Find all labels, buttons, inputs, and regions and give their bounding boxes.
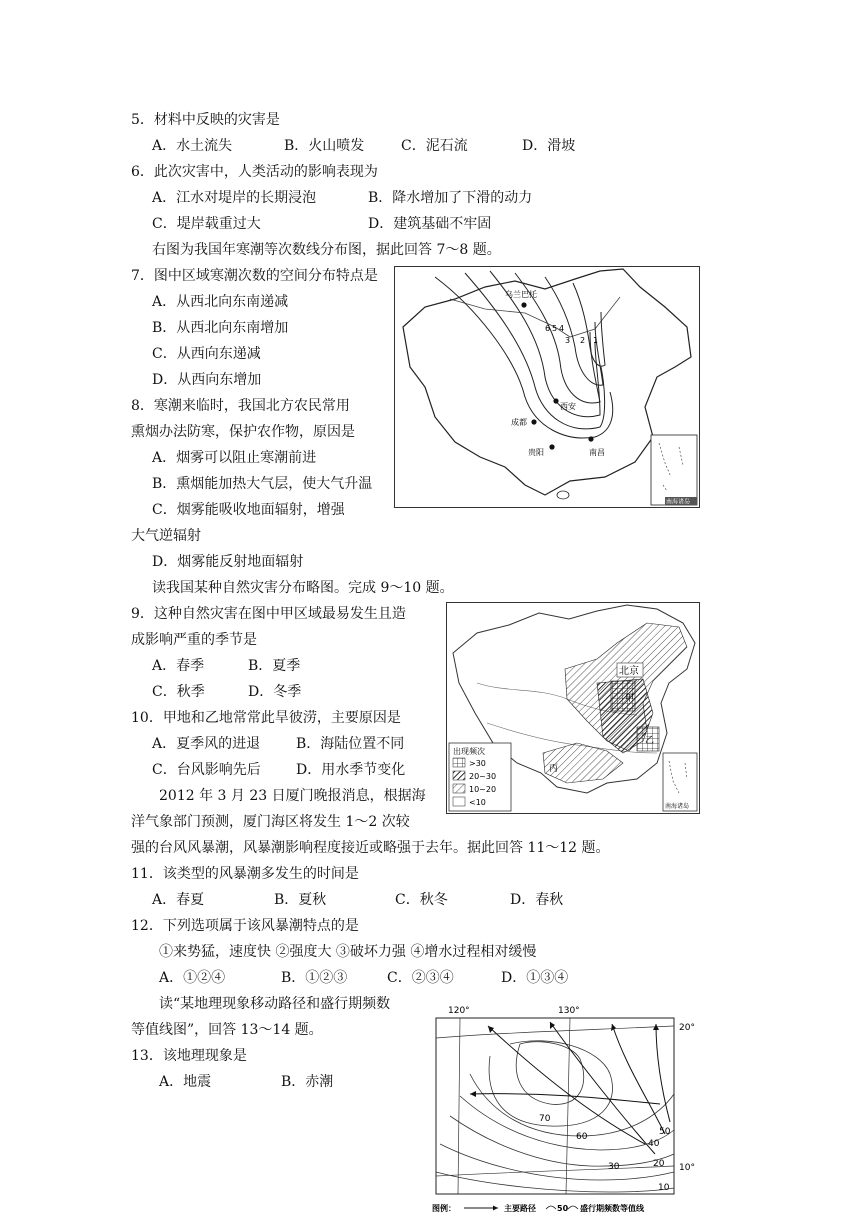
south-sea-inset <box>651 435 697 505</box>
legend-title: 出现频次 <box>453 747 485 756</box>
mongolia-border <box>450 297 620 337</box>
legend-path-arrow <box>493 1206 498 1211</box>
path-arrowheads <box>470 1022 659 1097</box>
isoline-label-6: 6 <box>545 324 551 333</box>
legend-swatch-over-30 <box>453 758 465 767</box>
arrow-west <box>470 1091 476 1097</box>
q10-option-d[interactable]: D．用水季节变化 <box>296 762 406 778</box>
chengdu-label: 成都 <box>511 418 527 427</box>
chengdu-dot <box>531 419 536 424</box>
question-9-cont: 成影响严重的季节是 <box>131 632 257 648</box>
china-outline <box>403 269 691 495</box>
q8-option-d[interactable]: D．烟雾能反射地面辐射 <box>152 554 304 570</box>
question-10: 10．甲地和乙地常常此旱彼涝，主要原因是 <box>131 710 401 726</box>
ulaanbaatar-label: 乌兰巴托 <box>505 290 537 299</box>
q6-option-d[interactable]: D．建筑基础不牢固 <box>368 216 492 232</box>
guiyang-label: 贵阳 <box>528 448 544 457</box>
q9-option-c[interactable]: C．秋季 <box>152 684 205 700</box>
q10-option-b[interactable]: B．海陆位置不同 <box>296 736 405 752</box>
q6-option-c[interactable]: C．堤岸载重过大 <box>152 216 261 232</box>
legend-over-30: >30 <box>469 759 486 768</box>
contour-label-20: 20 <box>653 1159 665 1169</box>
q7-option-a[interactable]: A．从西北向东南递减 <box>152 294 289 310</box>
question-12-statements: ①来势猛，速度快 ②强度大 ③破坏力强 ④增水过程相对缓慢 <box>159 944 537 960</box>
q12-option-c[interactable]: C．②③④ <box>387 970 454 986</box>
q5-option-c[interactable]: C．泥石流 <box>401 138 468 154</box>
xian-dot <box>553 398 558 403</box>
q12-option-d[interactable]: D．①③④ <box>501 970 569 986</box>
q8-option-c-cont: 大气逆辐射 <box>131 528 201 544</box>
q11-option-b[interactable]: B．夏秋 <box>274 892 327 908</box>
q8-option-c[interactable]: C．烟雾能吸收地面辐射，增强 <box>152 502 345 518</box>
q12-option-a[interactable]: A．①②④ <box>159 970 226 986</box>
hainan-island <box>557 491 569 499</box>
parallel-10 <box>436 1166 674 1176</box>
contour-label-70: 70 <box>539 1114 551 1124</box>
frequency-contours <box>436 1041 674 1192</box>
typhoon-map-svg <box>430 1004 705 1216</box>
q11-option-c[interactable]: C．秋冬 <box>395 892 448 908</box>
intro-11-12-line2: 洋气象部门预测，厦门海区将发生 1～2 次较 <box>131 814 410 830</box>
meridian-120 <box>458 1018 460 1194</box>
question-13: 13．该地理现象是 <box>131 1048 247 1064</box>
legend-contour-value: 50 <box>557 1204 569 1213</box>
isoline-label-2: 2 <box>580 336 586 345</box>
isoline-label-3: 3 <box>565 336 571 345</box>
lon-130-label: 130° <box>558 1006 580 1016</box>
legend-20-30: 20~30 <box>469 772 497 781</box>
jia-label: 甲 <box>625 694 635 704</box>
q10-option-c[interactable]: C．台风影响先后 <box>152 762 261 778</box>
parallel-20 <box>436 1026 674 1038</box>
disaster-distribution-map <box>446 602 700 814</box>
legend-10-20: 10~20 <box>469 785 497 794</box>
inset-caption: 南海诸岛 <box>666 498 691 506</box>
intro-9-10: 读我国某种自然灾害分布略图。完成 9～10 题。 <box>152 580 454 596</box>
path-west <box>470 1094 660 1104</box>
q8-option-b[interactable]: B．熏烟能加热大气层，使大气升温 <box>152 476 373 492</box>
isoline-1 <box>573 283 605 366</box>
guiyang-dot <box>549 444 554 449</box>
path-recurve <box>656 1024 670 1122</box>
q7-option-b[interactable]: B．从西北向东南增加 <box>152 320 289 336</box>
q7-option-d[interactable]: D．从西向东增加 <box>152 372 262 388</box>
arrow-northwest <box>488 1026 494 1033</box>
contour-10 <box>436 1172 674 1192</box>
q10-option-a[interactable]: A．夏季风的进退 <box>152 736 261 752</box>
q7-option-c[interactable]: C．从西向东递减 <box>152 346 261 362</box>
legend-path-label: 主要路径 <box>504 1204 536 1213</box>
contour-60 <box>489 1041 612 1126</box>
question-8: 8．寒潮来临时，我国北方农民常用 <box>131 398 350 414</box>
legend-under-10: <10 <box>469 798 486 807</box>
cold-wave-map <box>394 266 700 508</box>
q13-option-b[interactable]: B．赤潮 <box>281 1074 334 1090</box>
q5-option-a[interactable]: A．水土流失 <box>152 138 233 154</box>
intro-7-8: 右图为我国年寒潮等次数线分布图，据此回答 7～8 题。 <box>152 242 501 258</box>
disaster-map-svg <box>447 603 699 813</box>
q6-option-a[interactable]: A．江水对堤岸的长期浸泡 <box>152 190 317 206</box>
isoline-label-4: 4 <box>559 324 565 333</box>
question-5: 5．材料中反映的灾害是 <box>131 112 280 128</box>
cold-wave-map-svg <box>395 267 699 507</box>
yi-label: 乙 <box>645 736 655 746</box>
bing-label: 丙 <box>549 764 559 774</box>
q9-option-b[interactable]: B．夏季 <box>248 658 301 674</box>
q5-option-d[interactable]: D．滑坡 <box>522 138 576 154</box>
contour-label-40: 40 <box>648 1139 660 1149</box>
intro-13-14-line1: 读“某地理现象移动路径和盛行期频数 <box>159 996 391 1012</box>
nanchang-dot <box>588 436 593 441</box>
contour-label-50: 50 <box>659 1127 671 1137</box>
intro-11-12-line3: 强的台风风暴潮，风暴潮影响程度接近或略强于去年。据此回答 11～12 题。 <box>131 840 610 856</box>
main-paths <box>470 1022 670 1154</box>
legend-swatch-20-30 <box>453 771 465 780</box>
nanchang-label: 南昌 <box>589 448 605 457</box>
xian-label: 西安 <box>560 402 576 411</box>
isoline-label-1: 1 <box>593 336 599 345</box>
intro-11-12-line1: 2012 年 3 月 23 日厦门晚报消息，根据海 <box>159 788 426 804</box>
lat-20-label: 20° <box>679 1023 695 1033</box>
question-8-cont: 熏烟办法防寒，保护农作物，原因是 <box>131 424 355 440</box>
q6-option-b[interactable]: B．降水增加了下滑的动力 <box>368 190 533 206</box>
legend-swatch-under-10 <box>453 797 465 806</box>
q11-option-a[interactable]: A．春夏 <box>152 892 205 908</box>
question-6: 6．此次灾害中，人类活动的影响表现为 <box>131 164 378 180</box>
intro-13-14-line2: 等值线图”，回答 13～14 题。 <box>131 1022 323 1038</box>
beijing-label: 北京 <box>619 666 639 677</box>
lon-120-label: 120° <box>448 1006 470 1016</box>
question-11: 11．该类型的风暴潮多发生的时间是 <box>131 866 359 882</box>
inset-caption: 南海诸岛 <box>665 803 690 810</box>
question-9: 9．这种自然灾害在图中甲区域最易发生且造 <box>131 606 406 622</box>
contour-50 <box>470 1074 674 1136</box>
contour-label-60: 60 <box>576 1132 588 1142</box>
legend-contour-label: 盛行期频数等值线 <box>580 1204 644 1213</box>
question-12: 12．下列选项属于该风暴潮特点的是 <box>131 918 359 934</box>
q5-option-b[interactable]: B．火山喷发 <box>284 138 365 154</box>
q8-option-a[interactable]: A．烟雾可以阻止寒潮前进 <box>152 450 317 466</box>
ulaanbaatar-dot <box>521 302 526 307</box>
q11-option-d[interactable]: D．春秋 <box>510 892 564 908</box>
q9-option-a[interactable]: A．春季 <box>152 658 205 674</box>
path-northeast <box>612 1024 665 1134</box>
region-south <box>543 743 623 783</box>
typhoon-frequency-map <box>430 1004 705 1216</box>
q9-option-d[interactable]: D．冬季 <box>248 684 302 700</box>
question-7: 7．图中区域寒潮次数的空间分布特点是 <box>131 268 378 284</box>
legend-contour-curve-right <box>568 1206 578 1209</box>
q13-option-a[interactable]: A．地震 <box>159 1074 212 1090</box>
legend-contour-curve-left <box>546 1206 556 1209</box>
q12-option-b[interactable]: B．①②③ <box>281 970 348 986</box>
legend-swatch-10-20 <box>453 784 465 793</box>
lat-10-label: 10° <box>679 1163 695 1173</box>
contour-label-30: 30 <box>608 1162 620 1172</box>
contour-label-10: 10 <box>658 1183 670 1193</box>
legend-prefix: 图例： <box>432 1204 456 1213</box>
isoline-label-5: 5 <box>552 324 558 333</box>
